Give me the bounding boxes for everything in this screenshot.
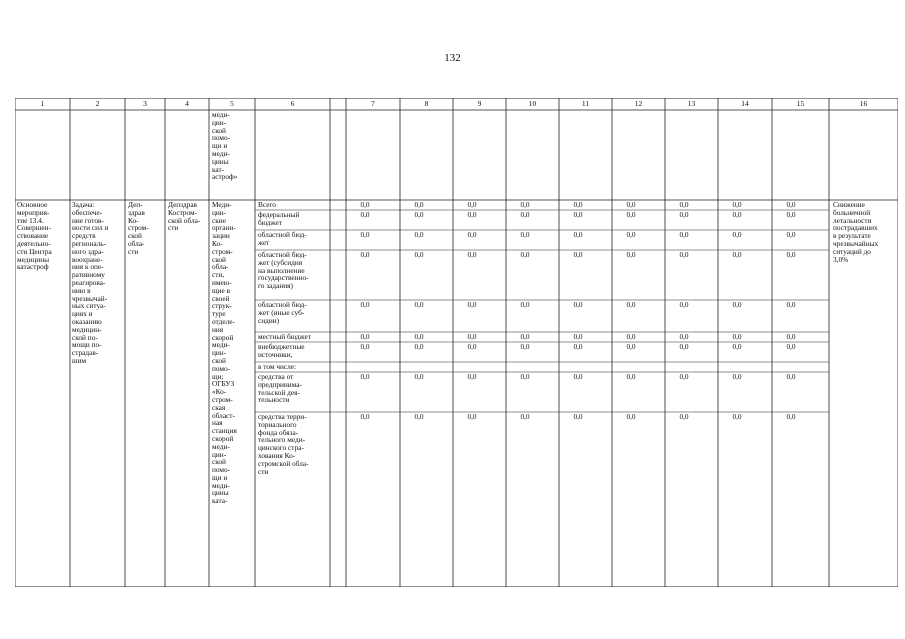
value-cell: 0,0: [573, 342, 583, 351]
value-cell: 0,0: [679, 372, 689, 381]
value-cell: 0,0: [360, 372, 370, 381]
source-label-10: средства терри- ториального фонда обяза- тельного меди- цинского стра- хования Ко- стромской обла- сти: [258, 413, 309, 476]
header-cell-11: 10: [528, 99, 537, 108]
program-table: [15, 98, 898, 587]
source-label-1: Всего: [258, 201, 276, 209]
value-cell: 0,0: [360, 332, 370, 341]
value-cell: 0,0: [414, 210, 424, 219]
source-label-7: внебюджетные источники,: [258, 343, 305, 359]
value-cell: 0,0: [786, 250, 796, 259]
value-cell: 0,0: [732, 300, 742, 309]
header-cell-15: 14: [741, 99, 749, 108]
source-label-4: областной бюд- жет (субсидия на выполнение государственно- го задания): [258, 251, 309, 291]
value-cell: 0,0: [626, 230, 636, 239]
value-cell: 0,0: [573, 300, 583, 309]
header-cell-12: 11: [581, 99, 590, 108]
value-cell: 0,0: [520, 210, 530, 219]
value-cell: 0,0: [626, 412, 636, 421]
value-cell: 0,0: [520, 412, 530, 421]
value-cell: 0,0: [360, 250, 370, 259]
value-cell: 0,0: [573, 250, 583, 259]
value-cell: 0,0: [626, 372, 636, 381]
value-cell: 0,0: [786, 210, 796, 219]
value-cell: 0,0: [679, 412, 689, 421]
value-cell: 0,0: [520, 332, 530, 341]
header-cell-16: 15: [796, 99, 805, 108]
value-cell: 0,0: [520, 230, 530, 239]
value-cell: 0,0: [679, 342, 689, 351]
value-cell: 0,0: [732, 342, 742, 351]
source-label-2: федеральный бюджет: [258, 211, 300, 227]
value-cell: 0,0: [360, 210, 370, 219]
value-cell: 0,0: [573, 372, 583, 381]
value-cell: 0,0: [732, 412, 742, 421]
value-cell: 0,0: [414, 200, 424, 209]
value-cell: 0,0: [467, 200, 477, 209]
value-cell: 0,0: [732, 250, 742, 259]
header-cell-8: 7: [371, 99, 375, 108]
header-cell-10: 9: [477, 99, 482, 108]
value-cell: 0,0: [732, 372, 742, 381]
value-cell: 0,0: [626, 342, 636, 351]
value-cell: 0,0: [786, 332, 796, 341]
value-cell: 0,0: [467, 372, 477, 381]
page-number: 132: [444, 52, 461, 64]
value-cell: 0,0: [732, 200, 742, 209]
value-cell: 0,0: [520, 372, 530, 381]
value-cell: 0,0: [732, 210, 742, 219]
value-cell: 0,0: [360, 200, 370, 209]
header-cell-13: 12: [634, 99, 643, 108]
header-cell-2: 2: [95, 99, 100, 108]
value-cell: 0,0: [520, 300, 530, 309]
value-cell: 0,0: [626, 200, 636, 209]
header-cell-17: 16: [859, 99, 868, 108]
source-label-6: местный бюджет: [258, 333, 311, 341]
value-cell: 0,0: [679, 230, 689, 239]
task-cell: Задача: обеспече- ние готов- ности сил и средств региональ- ного здра- воохране- ния к опе- ративному реагирова- нию в чрезвычай- ных ситуа- циях и оказанию медицин- ской по- мощи по- страдав- шим: [72, 201, 109, 365]
header-cell-1: 1: [40, 99, 45, 108]
value-cell: 0,0: [786, 372, 796, 381]
activity-name-cell: Основное мероприя- тие 13.4. Совершен- ствование деятельно- сти Центра медицины катастроф: [17, 201, 52, 272]
value-cell: 0,0: [573, 210, 583, 219]
continuation-col5: меди- цин- ской помо- щи и меди- цины кат- астроф»: [212, 111, 238, 182]
value-cell: 0,0: [573, 332, 583, 341]
value-cell: 0,0: [679, 250, 689, 259]
responsible-cell: Деп- здрав Ко- стром- ской обла- сти: [128, 201, 149, 256]
value-cell: 0,0: [679, 300, 689, 309]
result-cell: Снижение больничной летальности пострадавших в результате чрезвычайных ситуаций до 3,0%: [833, 201, 879, 264]
value-cell: 0,0: [573, 200, 583, 209]
header-cell-6: 6: [290, 99, 295, 108]
source-label-5: областной бюд- жет (иные суб- сидии): [258, 301, 307, 325]
value-cell: 0,0: [573, 230, 583, 239]
value-cell: 0,0: [467, 342, 477, 351]
value-cell: 0,0: [626, 250, 636, 259]
value-cell: 0,0: [360, 412, 370, 421]
value-cell: 0,0: [467, 412, 477, 421]
source-label-9: средства от предпринима- тельской дея- тельности: [258, 373, 302, 405]
header-cell-14: 13: [687, 99, 696, 108]
participants-cell: Меди- цин- ские органи- зации Ко- стром- ской обла- сти, имею- щие в своей струк- туре отделе- ния скорой меди- цин- ской помо- щи; ОГБУЗ «Ко- стром- ская област- ная станция скорой меди- цин- ской помо- щи и меди- цины ката-: [212, 201, 237, 506]
value-cell: 0,0: [360, 230, 370, 239]
value-cell: 0,0: [573, 412, 583, 421]
value-cell: 0,0: [786, 300, 796, 309]
value-cell: 0,0: [414, 230, 424, 239]
value-cell: 0,0: [467, 230, 477, 239]
source-label-3: областной бюд- жет: [258, 231, 307, 247]
value-cell: 0,0: [520, 342, 530, 351]
value-cell: 0,0: [414, 332, 424, 341]
header-cell-9: 8: [424, 99, 429, 108]
value-cell: 0,0: [467, 250, 477, 259]
value-cell: 0,0: [467, 332, 477, 341]
value-cell: 0,0: [732, 332, 742, 341]
value-cell: 0,0: [520, 250, 530, 259]
value-cell: 0,0: [786, 200, 796, 209]
value-cell: 0,0: [467, 300, 477, 309]
header-cell-3: 3: [143, 99, 147, 108]
value-cell: 0,0: [414, 300, 424, 309]
value-cell: 0,0: [679, 200, 689, 209]
value-cell: 0,0: [626, 300, 636, 309]
value-cell: 0,0: [626, 210, 636, 219]
value-cell: 0,0: [679, 210, 689, 219]
value-cell: 0,0: [467, 210, 477, 219]
value-cell: 0,0: [786, 412, 796, 421]
value-cell: 0,0: [414, 342, 424, 351]
value-cell: 0,0: [360, 342, 370, 351]
header-cell-4: 4: [185, 99, 189, 108]
coexecutor-cell: Депздрав Костром- ской обла- сти: [168, 201, 201, 233]
value-cell: 0,0: [786, 230, 796, 239]
value-cell: 0,0: [414, 412, 424, 421]
value-cell: 0,0: [360, 300, 370, 309]
value-cell: 0,0: [732, 230, 742, 239]
value-cell: 0,0: [520, 200, 530, 209]
value-cell: 0,0: [414, 250, 424, 259]
value-cell: 0,0: [679, 332, 689, 341]
header-cell-5: 5: [230, 99, 234, 108]
value-cell: 0,0: [786, 342, 796, 351]
source-label-8: в том числе:: [258, 363, 297, 371]
value-cell: 0,0: [414, 372, 424, 381]
value-cell: 0,0: [626, 332, 636, 341]
